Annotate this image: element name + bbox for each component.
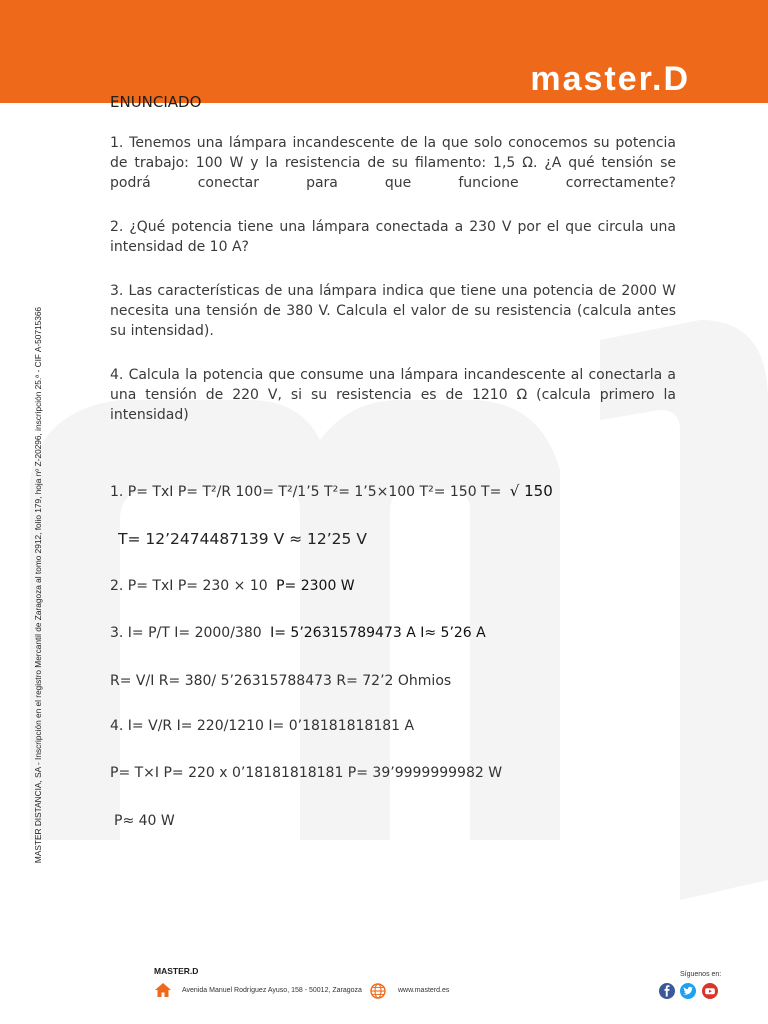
- question-2: 2. ¿Qué potencia tiene una lámpara conectada a 230 V por el que circula una intensidad de 10 A?: [110, 219, 676, 255]
- answer-4-line-2: P= T×I P= 220 x 0’18181818181 P= 39’9999999982 W: [110, 765, 503, 781]
- legal-registry-note: MASTER DISTANCIA, SA - Inscripción en el registro Mercantil de Zaragoza al tomo 2912, folio 179, hoja nº Z-20296, inscripción 25.ª - CIF A-50715366: [33, 306, 43, 864]
- answer-2-line: [110, 578, 355, 594]
- answer-3-formula: 3. I= P/T I= 2000/380: [110, 625, 262, 641]
- facebook-icon[interactable]: [659, 983, 675, 999]
- footer-address: Avenida Manuel Rodríguez Ayuso, 158 - 50012, Zaragoza: [182, 987, 362, 994]
- youtube-icon[interactable]: [702, 983, 718, 999]
- answer-3-line-1: [110, 625, 486, 641]
- answer-3-line-2: R= V/I R= 380/ 5’26315788473 R= 72’2 Ohmios: [110, 673, 452, 689]
- home-icon: [154, 982, 172, 998]
- answer-1-formula: 1. P= TxI P= T²/R 100= T²/1’5 T²= 1’5×100 T²= 150 T=: [110, 484, 502, 500]
- answer-1-line-2: T= 12’2474487139 V ≈ 12’25 V: [118, 530, 367, 548]
- answer-2-formula: 2. P= TxI P= 230 × 10: [110, 578, 268, 594]
- masterd-logo: master.D: [530, 60, 690, 98]
- footer-website-link[interactable]: www.masterd.es: [398, 987, 450, 994]
- question-3: 3. Las características de una lámpara indica que tiene una potencia de 2000 W necesita una tensión de 380 V. Calcula el valor de su resistencia (calcula antes su intensidad).: [110, 283, 676, 339]
- twitter-icon[interactable]: [680, 983, 696, 999]
- header-band: [0, 0, 768, 103]
- question-1: 1. Tenemos una lámpara incandescente de la que solo conocemos su potencia de trabajo: 100 W y la resistencia de su filamento: 1,5 Ω. ¿A qué tensión se podrá conectar para que funcione correctamente?: [110, 135, 676, 191]
- footer-brand: MASTER.D: [154, 966, 199, 976]
- globe-icon: [370, 983, 386, 999]
- heading-enunciado: ENUNCIADO: [110, 93, 202, 111]
- document-body: [110, 92, 676, 444]
- answer-4-line-3: P≈ 40 W: [114, 813, 175, 829]
- answer-1-sqrt: √ 150: [509, 482, 553, 500]
- answer-2-result: P= 2300 W: [276, 578, 355, 594]
- follow-us-label: Síguenos en:: [680, 971, 722, 978]
- answer-3-result: I= 5’26315789473 A I≈ 5’26 A: [270, 625, 486, 641]
- question-4: 4. Calcula la potencia que consume una lámpara incandescente al conectarla a una tensión de 220 V, si su resistencia es de 1210 Ω (calcula primero la intensidad): [110, 367, 676, 423]
- answer-1-line-1: [110, 482, 553, 500]
- answer-4-line-1: 4. I= V/R I= 220/1210 I= 0’18181818181 A: [110, 718, 415, 734]
